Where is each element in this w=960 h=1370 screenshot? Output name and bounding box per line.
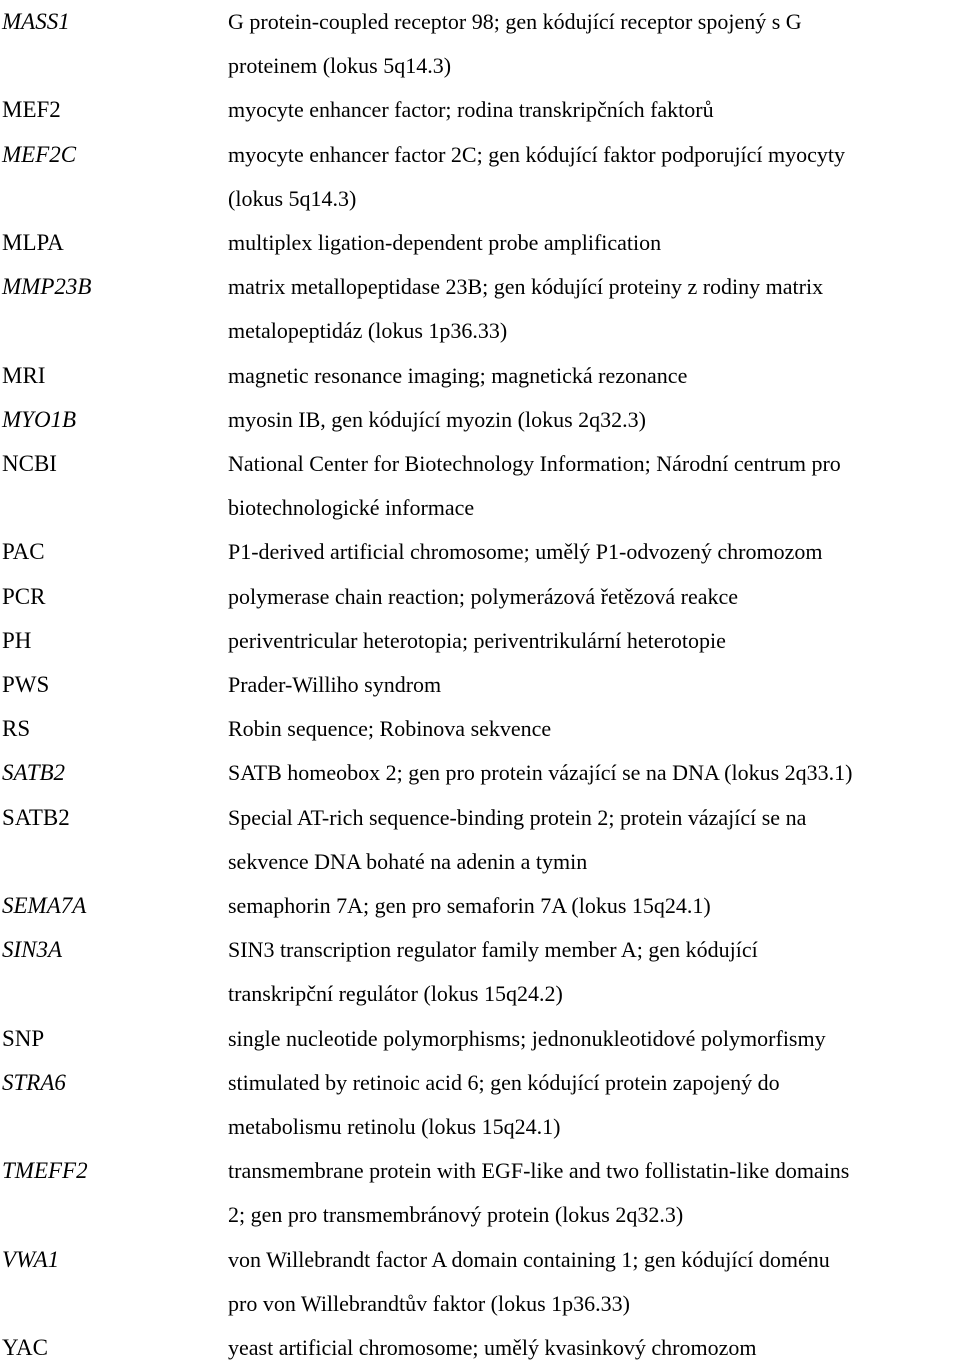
glossary-definition [228, 575, 960, 619]
glossary-entry [0, 265, 960, 353]
glossary-term: SNP [2, 1025, 45, 1051]
glossary-term: MYO1B [2, 406, 77, 432]
glossary-entry [0, 0, 960, 88]
glossary-entry [0, 354, 960, 398]
definition-line: biotechnologické informace [228, 495, 475, 521]
glossary-term: TMEFF2 [2, 1158, 88, 1184]
definition-line: Special AT-rich sequence-binding protein 2; protein vázající se na [228, 804, 807, 830]
definition-line: metalopeptidáz (lokus 1p36.33) [228, 318, 508, 344]
glossary-entry [0, 928, 960, 1016]
definition-line: sekvence DNA bohaté na adenin a tymin [228, 848, 588, 874]
definition-line: single nucleotide polymorphisms; jednonukleotidové polymorfismy [228, 1025, 826, 1051]
glossary-definition [228, 619, 960, 663]
glossary-term: VWA1 [2, 1246, 60, 1272]
glossary-entry [0, 398, 960, 442]
glossary-entry [0, 442, 960, 530]
glossary-definition [228, 398, 960, 442]
definition-line: Prader-Williho syndrom [228, 672, 442, 698]
glossary-definition [228, 884, 960, 928]
glossary-term: PCR [2, 583, 46, 609]
glossary-term: MASS1 [2, 9, 70, 34]
definition-line: myocyte enhancer factor 2C; gen kódující faktor podporující myocyty [228, 141, 846, 167]
glossary-term: PH [2, 627, 32, 653]
definition-line: SIN3 transcription regulator family member A; gen kódující [228, 937, 758, 963]
glossary-term: SEMA7A [2, 893, 87, 919]
glossary-definition [228, 133, 960, 221]
definition-line: transmembrane protein with EGF-like and two follistatin-like domains [228, 1158, 850, 1184]
glossary-term: PAC [2, 539, 45, 565]
glossary-definition [228, 530, 960, 574]
glossary-term: MRI [2, 362, 46, 388]
glossary-term: SATB2 [2, 804, 70, 830]
glossary-definition [228, 1238, 960, 1326]
glossary-definition [228, 88, 960, 132]
glossary-term: PWS [2, 672, 50, 698]
glossary-definition [228, 1149, 960, 1237]
glossary-entry [0, 1149, 960, 1237]
glossary-term: MEF2C [2, 141, 77, 167]
glossary-term: MLPA [2, 230, 64, 256]
definition-line: (lokus 5q14.3) [228, 185, 357, 211]
glossary-definition [228, 221, 960, 265]
glossary-entry [0, 751, 960, 795]
glossary-definition [228, 1326, 960, 1370]
glossary-entry [0, 575, 960, 619]
definition-line: multiplex ligation-dependent probe amplification [228, 230, 662, 256]
definition-line: myocyte enhancer factor; rodina transkripčních faktorů [228, 97, 714, 123]
definition-line: matrix metallopeptidase 23B; gen kódující proteiny z rodiny matrix [228, 274, 824, 300]
definition-line: polymerase chain reaction; polymerázová řetězová reakce [228, 583, 738, 609]
glossary-entry [0, 663, 960, 707]
definition-line: transkripční regulátor (lokus 15q24.2) [228, 981, 563, 1007]
definition-line: National Center for Biotechnology Information; Národní centrum pro [228, 451, 841, 477]
definition-line: SATB homeobox 2; gen pro protein vázající se na DNA (lokus 2q33.1) [228, 760, 853, 786]
glossary-definition [228, 928, 960, 1016]
definition-line: G protein-coupled receptor 98; gen kódující receptor spojený s G [228, 9, 802, 34]
definition-line: 2; gen pro transmembránový protein (lokus 2q32.3) [228, 1202, 684, 1228]
glossary-definition [228, 1017, 960, 1061]
glossary-term: STRA6 [2, 1069, 66, 1095]
definition-line: semaphorin 7A; gen pro semaforin 7A (lokus 15q24.1) [228, 893, 711, 919]
definition-line: P1-derived artificial chromosome; umělý P1-odvozený chromozom [228, 539, 823, 565]
glossary-term: SATB2 [2, 760, 66, 786]
definition-line: von Willebrandt factor A domain containing 1; gen kódující doménu [228, 1246, 830, 1272]
glossary-entry [0, 221, 960, 265]
glossary-definition [228, 442, 960, 530]
glossary-entry [0, 530, 960, 574]
glossary-definition [228, 796, 960, 884]
glossary-definition [228, 265, 960, 353]
glossary-entry [0, 1061, 960, 1149]
definition-line: metabolismu retinolu (lokus 15q24.1) [228, 1114, 561, 1140]
glossary-term: MEF2 [2, 97, 61, 123]
definition-line: Robin sequence; Robinova sekvence [228, 716, 552, 742]
glossary-definition [228, 663, 960, 707]
definition-line: myosin IB, gen kódující myozin (lokus 2q32.3) [228, 406, 646, 432]
glossary-definition [228, 1061, 960, 1149]
glossary-entry [0, 796, 960, 884]
glossary-entry [0, 619, 960, 663]
definition-line: pro von Willebrandtův faktor (lokus 1p36.33) [228, 1290, 630, 1316]
definition-line: periventricular heterotopia; periventrikulární heterotopie [228, 627, 726, 653]
glossary-term: NCBI [2, 451, 57, 477]
glossary-entry [0, 1326, 960, 1370]
glossary-definition [228, 354, 960, 398]
glossary-definition [228, 0, 960, 88]
glossary-entry [0, 133, 960, 221]
definition-line: yeast artificial chromosome; umělý kvasinkový chromozom [228, 1335, 757, 1361]
glossary-definition [228, 751, 960, 795]
glossary-term: YAC [2, 1335, 49, 1361]
glossary-term: MMP23B [2, 274, 92, 300]
glossary-entry [0, 1017, 960, 1061]
glossary-entry [0, 88, 960, 132]
definition-line: stimulated by retinoic acid 6; gen kódující protein zapojený do [228, 1069, 780, 1095]
definition-line: proteinem (lokus 5q14.3) [228, 53, 452, 79]
glossary-term: SIN3A [2, 937, 63, 963]
glossary-entry [0, 707, 960, 751]
glossary-term: RS [2, 716, 31, 742]
glossary-definition [228, 707, 960, 751]
glossary-entry [0, 884, 960, 928]
definition-line: magnetic resonance imaging; magnetická rezonance [228, 362, 688, 388]
glossary-entry [0, 1238, 960, 1326]
